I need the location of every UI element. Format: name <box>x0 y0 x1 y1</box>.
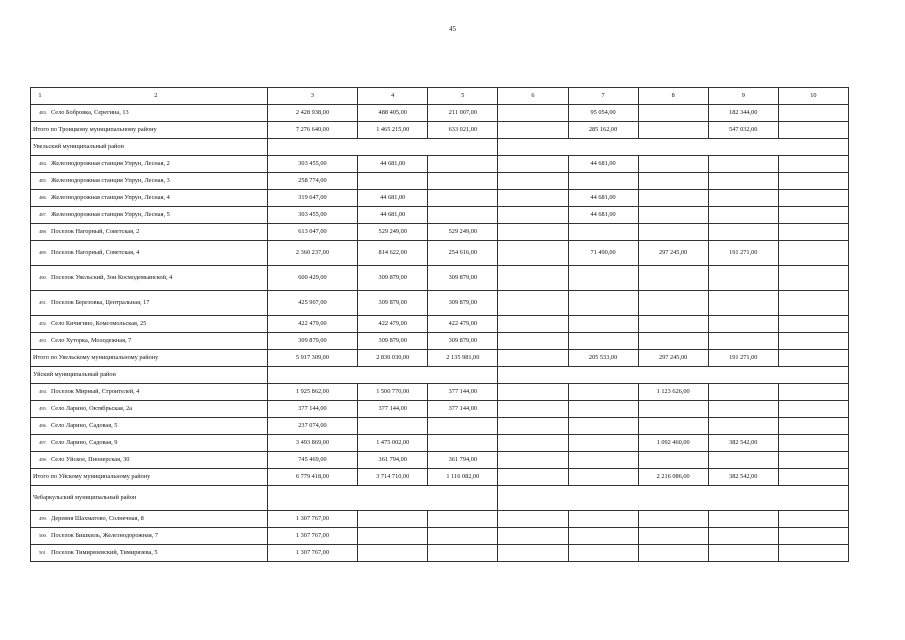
address-cell <box>31 333 268 350</box>
amount-cell-c9 <box>708 316 778 333</box>
amount-cell-c6 <box>498 435 568 452</box>
amount-cell-c5 <box>428 418 498 435</box>
address-cell <box>31 452 268 469</box>
amount-cell-c5: 1 116 082,00 <box>428 469 498 486</box>
amount-cell-c4: 529 249,00 <box>358 224 428 241</box>
amount-cell-c9 <box>708 333 778 350</box>
address-name: Железнодорожная станция Упрун, Лесная, 2 <box>51 159 170 167</box>
amount-cell-c6 <box>498 224 568 241</box>
amount-cell-c4: 3 714 710,00 <box>358 469 428 486</box>
amount-cell-c7 <box>568 418 638 435</box>
amount-cell-c6 <box>498 384 568 401</box>
header-col-5: 5 <box>428 88 498 105</box>
address-cell <box>31 241 268 266</box>
registry-table <box>30 87 849 562</box>
amount-cell-c7 <box>568 469 638 486</box>
header-col-6: 6 <box>498 88 568 105</box>
row-number: 488. <box>38 228 47 234</box>
table-body <box>31 88 849 562</box>
header-col-4: 4 <box>358 88 428 105</box>
amount-cell-c10 <box>778 122 848 139</box>
amount-cell-c3: 303 455,00 <box>267 156 357 173</box>
header-col-1: 1 <box>38 91 42 99</box>
amount-cell-c10 <box>778 435 848 452</box>
header-col-7: 7 <box>568 88 638 105</box>
section-row <box>31 486 849 511</box>
address-cell <box>31 156 268 173</box>
amount-cell-c7 <box>568 173 638 190</box>
amount-cell-c5: 211 007,00 <box>428 105 498 122</box>
amount-cell-c3: 303 455,00 <box>267 207 357 224</box>
amount-cell-c8 <box>638 333 708 350</box>
address-name: Село Бобровка, Серегина, 13 <box>51 108 129 116</box>
amount-cell-c10 <box>778 224 848 241</box>
address-name: Поселок Бишкиль, Железнодорожная, 7 <box>51 531 159 539</box>
amount-cell-c10 <box>778 452 848 469</box>
amount-cell-c9 <box>708 545 778 562</box>
address-name: Село Ларино, Октябрьская, 2а <box>51 404 133 412</box>
amount-cell-c5: 361 794,00 <box>428 452 498 469</box>
amount-cell-c3: 1 307 767,00 <box>267 528 357 545</box>
amount-cell-c9: 191 271,00 <box>708 350 778 367</box>
amount-cell-c10 <box>778 316 848 333</box>
amount-cell-c7 <box>568 435 638 452</box>
amount-cell-c5 <box>428 435 498 452</box>
amount-cell-c6 <box>498 418 568 435</box>
address-cell <box>31 435 268 452</box>
amount-cell-c6 <box>498 122 568 139</box>
table-row <box>31 452 849 469</box>
amount-cell-c7: 44 681,00 <box>568 156 638 173</box>
amount-cell-c4: 44 681,00 <box>358 156 428 173</box>
section-title: Увельский муниципальный район <box>31 139 268 156</box>
amount-cell-c5 <box>428 156 498 173</box>
amount-cell-c5 <box>428 545 498 562</box>
amount-cell-c8 <box>638 105 708 122</box>
row-number: 494. <box>38 388 47 394</box>
amount-cell-c5 <box>428 528 498 545</box>
amount-cell-c6 <box>498 545 568 562</box>
amount-cell-c6 <box>498 190 568 207</box>
page-number: 45 <box>449 25 456 33</box>
amount-cell-c9 <box>708 291 778 316</box>
amount-cell-c7 <box>568 316 638 333</box>
row-number: 489. <box>38 249 47 255</box>
amount-cell-c8 <box>638 528 708 545</box>
amount-cell-c8 <box>638 316 708 333</box>
amount-cell-c4: 309 879,00 <box>358 266 428 291</box>
section-spacer <box>267 139 498 156</box>
amount-cell-c3: 422 479,00 <box>267 316 357 333</box>
amount-cell-c8 <box>638 511 708 528</box>
address-cell <box>31 401 268 418</box>
amount-cell-c5: 377 144,00 <box>428 384 498 401</box>
address-name: Село Хуторка, Молодежная, 7 <box>51 336 132 344</box>
row-number: 498. <box>38 456 47 462</box>
address-cell <box>31 384 268 401</box>
amount-cell-c9 <box>708 401 778 418</box>
amount-cell-c3: 2 428 938,00 <box>267 105 357 122</box>
amount-cell-c5: 529 249,00 <box>428 224 498 241</box>
address-cell <box>31 266 268 291</box>
table-row <box>31 528 849 545</box>
address-cell <box>31 511 268 528</box>
total-row <box>31 122 849 139</box>
amount-cell-c9: 547 032,00 <box>708 122 778 139</box>
amount-cell-c10 <box>778 545 848 562</box>
amount-cell-c3: 319 647,00 <box>267 190 357 207</box>
header-cell <box>31 88 268 105</box>
amount-cell-c4: 309 879,00 <box>358 333 428 350</box>
address-name: Село Ларино, Садовая, 5 <box>51 421 118 429</box>
amount-cell-c9 <box>708 266 778 291</box>
table-row <box>31 173 849 190</box>
amount-cell-c9 <box>708 511 778 528</box>
amount-cell-c10 <box>778 384 848 401</box>
address-name: Поселок Увельский, Зои Космодемьянской, 4 <box>51 273 173 281</box>
amount-cell-c6 <box>498 207 568 224</box>
amount-cell-c9 <box>708 173 778 190</box>
table-row <box>31 266 849 291</box>
table-row <box>31 207 849 224</box>
amount-cell-c5 <box>428 190 498 207</box>
amount-cell-c5: 2 135 981,00 <box>428 350 498 367</box>
amount-cell-c6 <box>498 316 568 333</box>
amount-cell-c7 <box>568 291 638 316</box>
row-number: 486. <box>38 194 47 200</box>
amount-cell-c3: 600 429,00 <box>267 266 357 291</box>
amount-cell-c10 <box>778 266 848 291</box>
amount-cell-c3: 377 144,00 <box>267 401 357 418</box>
address-name: Железнодорожная станция Упрун, Лесная, 3 <box>51 176 170 184</box>
amount-cell-c3: 2 360 237,00 <box>267 241 357 266</box>
amount-cell-c9 <box>708 156 778 173</box>
total-row <box>31 469 849 486</box>
amount-cell-c10 <box>778 511 848 528</box>
address-name: Поселок Березовка, Центральная, 17 <box>51 298 150 306</box>
section-title: Чебаркульский муниципальный район <box>31 486 268 511</box>
table-row <box>31 241 849 266</box>
table-row <box>31 418 849 435</box>
amount-cell-c10 <box>778 333 848 350</box>
amount-cell-c6 <box>498 511 568 528</box>
amount-cell-c10 <box>778 350 848 367</box>
row-number: 485. <box>38 177 47 183</box>
amount-cell-c8: 1 123 626,00 <box>638 384 708 401</box>
address-cell <box>31 291 268 316</box>
amount-cell-c7: 44 681,00 <box>568 190 638 207</box>
header-col-9: 9 <box>708 88 778 105</box>
amount-cell-c7: 205 533,00 <box>568 350 638 367</box>
address-cell <box>31 190 268 207</box>
amount-cell-c9 <box>708 224 778 241</box>
amount-cell-c3: 1 925 862,00 <box>267 384 357 401</box>
row-number: 487. <box>38 211 47 217</box>
amount-cell-c3: 5 917 309,00 <box>267 350 357 367</box>
amount-cell-c3: 309 879,00 <box>267 333 357 350</box>
address-name: Деревня Шахматово, Солнечная, 8 <box>51 514 144 522</box>
total-label: Итого по Увельскому муниципальному району <box>31 350 268 367</box>
row-number: 500. <box>38 532 47 538</box>
amount-cell-c6 <box>498 241 568 266</box>
address-cell <box>31 316 268 333</box>
table-row <box>31 435 849 452</box>
amount-cell-c5: 422 479,00 <box>428 316 498 333</box>
amount-cell-c8: 1 092 460,00 <box>638 435 708 452</box>
section-spacer <box>498 367 849 384</box>
amount-cell-c4: 44 681,00 <box>358 190 428 207</box>
table-row <box>31 105 849 122</box>
amount-cell-c4 <box>358 418 428 435</box>
table-row <box>31 545 849 562</box>
amount-cell-c7: 285 162,00 <box>568 122 638 139</box>
section-spacer <box>498 139 849 156</box>
amount-cell-c5: 309 879,00 <box>428 266 498 291</box>
row-number: 495. <box>38 405 47 411</box>
amount-cell-c3: 258 774,00 <box>267 173 357 190</box>
amount-cell-c10 <box>778 401 848 418</box>
total-label: Итого по Троицкому муниципальному району <box>31 122 268 139</box>
header-row <box>31 88 849 105</box>
amount-cell-c8 <box>638 401 708 418</box>
amount-cell-c5: 377 144,00 <box>428 401 498 418</box>
amount-cell-c6 <box>498 105 568 122</box>
amount-cell-c9: 382 542,00 <box>708 469 778 486</box>
header-col-2: 2 <box>154 91 158 99</box>
header-col-8: 8 <box>638 88 708 105</box>
amount-cell-c4: 1 500 770,00 <box>358 384 428 401</box>
address-name: Поселок Тимирязевский, Тимирязева, 5 <box>51 548 158 556</box>
table-row <box>31 291 849 316</box>
amount-cell-c6 <box>498 156 568 173</box>
address-cell <box>31 173 268 190</box>
amount-cell-c8 <box>638 266 708 291</box>
address-cell <box>31 528 268 545</box>
amount-cell-c8 <box>638 291 708 316</box>
amount-cell-c9: 382 542,00 <box>708 435 778 452</box>
table-row <box>31 224 849 241</box>
address-cell <box>31 207 268 224</box>
row-number: 492. <box>38 320 47 326</box>
address-name: Поселок Нагорный, Советская, 4 <box>51 248 140 256</box>
amount-cell-c3: 745 469,00 <box>267 452 357 469</box>
amount-cell-c6 <box>498 528 568 545</box>
amount-cell-c4: 377 144,00 <box>358 401 428 418</box>
amount-cell-c8: 2 216 086,00 <box>638 469 708 486</box>
header-col-3: 3 <box>267 88 357 105</box>
table-row <box>31 316 849 333</box>
amount-cell-c8 <box>638 156 708 173</box>
table-row <box>31 384 849 401</box>
amount-cell-c9 <box>708 190 778 207</box>
amount-cell-c3: 6 779 418,00 <box>267 469 357 486</box>
total-label: Итого по Уйскому муниципальному району <box>31 469 268 486</box>
address-cell <box>31 105 268 122</box>
amount-cell-c4 <box>358 528 428 545</box>
amount-cell-c10 <box>778 105 848 122</box>
row-number: 501. <box>38 549 47 555</box>
row-number: 484. <box>38 160 47 166</box>
amount-cell-c7 <box>568 384 638 401</box>
amount-cell-c7: 44 681,00 <box>568 207 638 224</box>
amount-cell-c6 <box>498 333 568 350</box>
section-spacer <box>498 486 849 511</box>
amount-cell-c3: 1 307 767,00 <box>267 545 357 562</box>
section-title: Уйский муниципальный район <box>31 367 268 384</box>
amount-cell-c4: 309 879,00 <box>358 291 428 316</box>
table-row <box>31 190 849 207</box>
row-number: 493. <box>38 337 47 343</box>
amount-cell-c9: 182 344,00 <box>708 105 778 122</box>
address-cell <box>31 418 268 435</box>
amount-cell-c8: 297 245,00 <box>638 350 708 367</box>
amount-cell-c7 <box>568 452 638 469</box>
amount-cell-c3: 237 074,00 <box>267 418 357 435</box>
amount-cell-c8: 297 245,00 <box>638 241 708 266</box>
table-row <box>31 401 849 418</box>
amount-cell-c9 <box>708 418 778 435</box>
amount-cell-c10 <box>778 241 848 266</box>
amount-cell-c9 <box>708 452 778 469</box>
amount-cell-c5 <box>428 173 498 190</box>
row-number: 491. <box>38 299 47 305</box>
amount-cell-c4 <box>358 545 428 562</box>
amount-cell-c5 <box>428 511 498 528</box>
table-row <box>31 156 849 173</box>
amount-cell-c9 <box>708 207 778 224</box>
amount-cell-c6 <box>498 469 568 486</box>
amount-cell-c5: 633 021,00 <box>428 122 498 139</box>
row-number: 490. <box>38 274 47 280</box>
amount-cell-c5: 309 879,00 <box>428 291 498 316</box>
address-name: Поселок Нагорный, Советская, 2 <box>51 227 140 235</box>
amount-cell-c10 <box>778 291 848 316</box>
row-number: 496. <box>38 422 47 428</box>
amount-cell-c10 <box>778 418 848 435</box>
address-name: Село Ларино, Садовая, 9 <box>51 438 118 446</box>
address-name: Железнодорожная станция Упрун, Лесная, 5 <box>51 210 170 218</box>
table-row <box>31 333 849 350</box>
amount-cell-c4 <box>358 511 428 528</box>
amount-cell-c6 <box>498 173 568 190</box>
amount-cell-c4: 44 681,00 <box>358 207 428 224</box>
amount-cell-c7 <box>568 528 638 545</box>
amount-cell-c4 <box>358 173 428 190</box>
amount-cell-c8 <box>638 122 708 139</box>
amount-cell-c3: 613 047,00 <box>267 224 357 241</box>
amount-cell-c3: 425 907,00 <box>267 291 357 316</box>
amount-cell-c4: 361 794,00 <box>358 452 428 469</box>
total-row <box>31 350 849 367</box>
amount-cell-c8 <box>638 545 708 562</box>
amount-cell-c8 <box>638 418 708 435</box>
amount-cell-c10 <box>778 469 848 486</box>
amount-cell-c5: 254 616,00 <box>428 241 498 266</box>
amount-cell-c4: 488 405,00 <box>358 105 428 122</box>
amount-cell-c8 <box>638 452 708 469</box>
amount-cell-c3: 7 276 640,00 <box>267 122 357 139</box>
amount-cell-c10 <box>778 173 848 190</box>
address-name: Железнодорожная станция Упрун, Лесная, 4 <box>51 193 170 201</box>
amount-cell-c7 <box>568 266 638 291</box>
address-name: Поселок Мирный, Строителей, 4 <box>51 387 140 395</box>
amount-cell-c4: 814 622,00 <box>358 241 428 266</box>
amount-cell-c7 <box>568 545 638 562</box>
amount-cell-c7: 95 054,00 <box>568 105 638 122</box>
amount-cell-c9: 191 271,00 <box>708 241 778 266</box>
amount-cell-c10 <box>778 190 848 207</box>
table-row <box>31 511 849 528</box>
section-row <box>31 367 849 384</box>
amount-cell-c6 <box>498 452 568 469</box>
amount-cell-c8 <box>638 173 708 190</box>
amount-cell-c8 <box>638 224 708 241</box>
amount-cell-c5: 309 879,00 <box>428 333 498 350</box>
row-number: 497. <box>38 439 47 445</box>
amount-cell-c10 <box>778 156 848 173</box>
row-number: 499. <box>38 515 47 521</box>
amount-cell-c7 <box>568 224 638 241</box>
amount-cell-c6 <box>498 291 568 316</box>
amount-cell-c7 <box>568 511 638 528</box>
amount-cell-c7 <box>568 333 638 350</box>
amount-cell-c5 <box>428 207 498 224</box>
amount-cell-c9 <box>708 384 778 401</box>
amount-cell-c9 <box>708 528 778 545</box>
section-spacer <box>267 367 498 384</box>
amount-cell-c8 <box>638 190 708 207</box>
address-name: Село Уйское, Пионерская, 30 <box>51 455 130 463</box>
address-cell <box>31 545 268 562</box>
amount-cell-c3: 3 493 869,00 <box>267 435 357 452</box>
amount-cell-c10 <box>778 207 848 224</box>
row-number: 483. <box>38 109 47 115</box>
amount-cell-c8 <box>638 207 708 224</box>
amount-cell-c4: 1 475 002,00 <box>358 435 428 452</box>
section-spacer <box>267 486 498 511</box>
amount-cell-c3: 1 307 767,00 <box>267 511 357 528</box>
amount-cell-c4: 2 830 030,00 <box>358 350 428 367</box>
section-row <box>31 139 849 156</box>
header-col-10: 10 <box>778 88 848 105</box>
amount-cell-c6 <box>498 401 568 418</box>
amount-cell-c6 <box>498 266 568 291</box>
address-name: Село Кичигино, Комсомольская, 25 <box>51 319 147 327</box>
amount-cell-c10 <box>778 528 848 545</box>
amount-cell-c4: 422 479,00 <box>358 316 428 333</box>
address-cell <box>31 224 268 241</box>
amount-cell-c6 <box>498 350 568 367</box>
amount-cell-c7 <box>568 401 638 418</box>
amount-cell-c7: 71 490,00 <box>568 241 638 266</box>
amount-cell-c4: 1 465 215,00 <box>358 122 428 139</box>
